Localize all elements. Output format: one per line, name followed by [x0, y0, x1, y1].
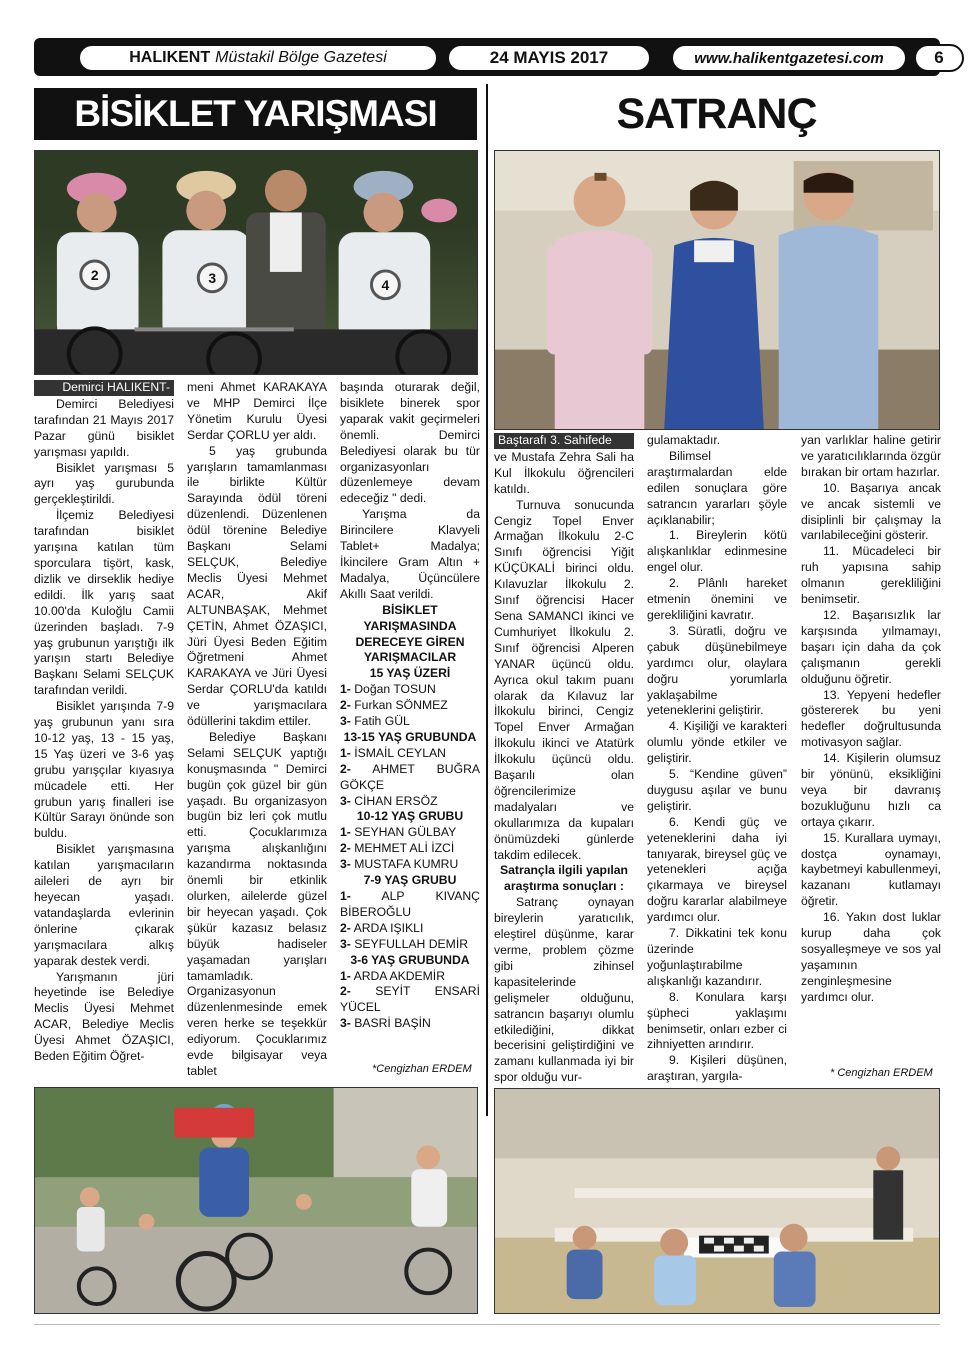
bike-article-column-3 — [340, 380, 480, 1032]
result-entry — [340, 984, 480, 1016]
bib-number-2: 2 — [90, 266, 99, 283]
results-group-heading: 10-12 YAŞ GRUBU — [356, 809, 464, 824]
result-name: SEYİT ENSARİ YÜCEL — [340, 984, 480, 1015]
result-rank: 2- — [340, 698, 351, 713]
chess-article-column-1 — [494, 433, 634, 1086]
bike-article-column-1 — [34, 380, 174, 1065]
result-rank: 3- — [340, 857, 351, 872]
paragraph: 16. Yakın dost luklar kurup daha çok sosyalleşmeye ve sos yal yaşamının zenginleşmesine yardımcı olur. — [801, 910, 941, 1004]
paragraph: meni Ahmet KARAKAYA ve MHP Demirci İlçe Yönetim Kurulu Üyesi Serdar ÇORLU yer aldı. — [187, 380, 327, 442]
result-rank: 2- — [340, 761, 351, 776]
result-name: MEHMET ALİ İZCİ — [354, 841, 455, 856]
paragraph: başında oturarak değil, bisiklete binerek spor yaparak vakit geçirmeleri önemli. Demirci Belediyesi olarak bu tür organizasyonları düzenlemeye devam edeceğiz " dedi. — [340, 380, 480, 506]
result-rank: 2- — [340, 984, 351, 999]
result-rank: 1- — [340, 825, 351, 840]
chess-winners-photo — [494, 150, 940, 430]
research-subheading: Satrançla ilgili yapılan araştırma sonuçları : — [499, 863, 629, 894]
chess-article-signature: * Cengizhan ERDEM — [830, 1067, 933, 1079]
paragraph: 2. Plânlı hareket etmenin önemini ve gerekliliğini kavratır. — [647, 576, 787, 622]
result-name: AHMET BUĞRA GÖKÇE — [340, 761, 480, 792]
paragraph: 14. Kişilerin olumsuz bir yönünü, eksikliğini veya bir davranış bozukluğunu hızlı ca ortaya çıkarır. — [801, 751, 941, 829]
result-rank: 1- — [340, 968, 351, 983]
result-name: Fatih GÜL — [354, 714, 410, 729]
results-group-heading: 3-6 YAŞ GRUBUNDA — [350, 952, 470, 967]
website-link[interactable]: www.halikentgazetesi.com — [671, 44, 907, 72]
paragraph: gulamaktadır. — [647, 433, 721, 447]
result-name: SEYFULLAH DEMİR — [354, 936, 469, 951]
masthead-title — [78, 44, 438, 72]
result-entry — [340, 698, 480, 714]
chess-board — [699, 1236, 769, 1254]
brand-name: HALIKENT — [129, 49, 211, 66]
paragraph: 15. Kurallara uymayı, dostça oynamayı, kaybetmeyi kabullenmeyi, kazananı kutlamayı öğretir. — [801, 830, 941, 909]
chess-headline: SATRANÇ — [616, 90, 817, 138]
page-bottom-rule — [34, 1324, 940, 1325]
paragraph: Satranç oynayan bireylerin yaratıcılık, eleştirel düşünme, karar verme, problem çözme gibi zihinsel kapasitelerinde gelişmeler olduğunu, satrancın başarıyı olumlu etkilediğini, dikkat becerisini geliştirdiğini ve zamanı kullanmada iyi bir spor olduğu vur- — [494, 895, 634, 1085]
result-name: Doğan TOSUN — [354, 682, 436, 697]
results-heading: BİSİKLET YARIŞMASINDA DERECEYE GİREN YARIŞMACILAR — [355, 602, 465, 665]
result-rank: 1- — [340, 889, 351, 903]
paragraph: 10. Başarıya ancak ve ancak sistemli ve disiplinli bir çalışmay la varılabileceğini gösterir. — [801, 480, 941, 543]
result-rank: 3- — [340, 793, 351, 808]
paragraph: yan varlıklar haline getirir ve yaratıcılıklarında özgür bırakan bir ortam hazırlar. — [801, 433, 941, 479]
column-divider — [486, 84, 488, 1116]
result-rank: 1- — [340, 745, 351, 760]
brand-subtitle: Müstakil Bölge Gazetesi — [215, 49, 387, 66]
result-name: ARDA AKDEMİR — [353, 968, 445, 983]
paragraph: Bisiklet yarışında 7-9 yaş grubunun yanı sıra 10-12 yaş, 13 - 15 yaş, 15 Yaş üzeri ve 3-6 yaş grubu yarışçılar kıyasıya mücadele etti. Her grubun yarış finalleri ise Kültür Sarayı önünde son buldu. — [34, 699, 174, 841]
paragraph: Yarışma da Birincilere Klavyeli Tablet+ Madalya; İkincilere Gram Altın + Madalya, Üçüncülere Akıllı Saat verildi. — [340, 507, 480, 601]
page-number: 6 — [914, 44, 964, 72]
dateline: Demirci HALIKENT- — [34, 380, 174, 396]
paragraph: 5. “Kendine güven” duygusu aşılar ve bunu geliştirir. — [647, 767, 787, 813]
paragraph: Bisiklet yarışmasına katılan yarışmacıların aileleri de ayrı bir heyecan yaşadı. vatandaşlarda evlerinin önlerine çıkarak yarışmacılara alkış yaparak destek verdi. — [34, 842, 174, 968]
result-name: BASRİ BAŞİN — [354, 1016, 431, 1031]
child-cyclists-photo — [34, 1087, 478, 1314]
bike-race-photo — [34, 150, 478, 375]
result-entry — [340, 889, 480, 921]
paragraph: 9. Kişileri düşünen, araştıran, yargıla- — [647, 1053, 787, 1084]
chess-article-column-3 — [801, 433, 941, 1006]
result-rank: 2- — [340, 920, 351, 935]
bib-number-4: 4 — [381, 276, 390, 293]
bike-race-headline: BİSİKLET YARIŞMASI — [34, 88, 477, 140]
continued-from-tag: Baştarafı 3. Sahifede — [494, 433, 634, 449]
result-name: İSMAİL CEYLAN — [354, 745, 446, 760]
paragraph: 3. Süratli, doğru ve çabuk düşünebilmeye yardımcı olur, olaylara doğru yorumlarla yaklaşabilme yeteneklerini geliştirir. — [647, 623, 787, 718]
paragraph: Bilimsel araştırmalardan elde edilen sonuçlara göre satrancın yararları şöyle açıklanabilir; — [647, 448, 787, 527]
paragraph: 13. Yepyeni hedefler göstererek bu yeni hedefler doğrultusunda motivasyon sağlar. — [801, 687, 941, 750]
paragraph: 1. Bireylerin kötü alışkanlıklar edinmesine engel olur. — [647, 528, 787, 575]
result-entry — [340, 969, 480, 985]
result-entry — [340, 921, 480, 937]
result-name: Furkan SÖNMEZ — [354, 698, 448, 713]
results-group-heading: 7-9 YAŞ GRUBU — [363, 873, 457, 888]
result-entry — [340, 794, 480, 810]
bike-article-column-2 — [187, 380, 327, 1080]
results-list — [340, 666, 480, 1032]
result-entry — [340, 682, 480, 698]
paragraph: 4. Kişiliği ve karakteri olumlu yönde etkiler ve geliştirir. — [647, 719, 787, 766]
paragraph: 5 yaş grubunda yarışların tamamlanması ile birlikte Kültür Sarayında ödül töreni düzenlendi. Düzenlenen ödül törenine Belediye Başkanı Selami SELÇUK, Belediye Meclis Üyesi Mehmet ACAR, Akif ALTUNBAŞAK, Mehmet ÇETİN, Ahmet ÖZAŞICI, Jüri Üyesi Beden Eğitim Öğretmeni Ahmet KARAKAYA ve Jüri Üyesi Serdar ÇORLU'da katıldı ve yarışmacılara ödüllerini takdim ettiler. — [187, 443, 327, 729]
result-entry — [340, 714, 480, 730]
bike-article-signature: *Cengizhan ERDEM — [372, 1063, 472, 1075]
paragraph: İlçemiz Belediyesi tarafından bisiklet yarışına katılan tüm sporculara tişört, kask, dizlik ve dirseklik hediye edildi. İlk yarış saat 10.00'da Kuloğlu Camii üzerinden başladı. 7-9 yaş grubunun yarıştığı ilk yarışın startı Belediye Başkanı Selami SELÇUK tarafından verildi. — [34, 508, 174, 698]
result-name: MUSTAFA KUMRU — [354, 857, 459, 872]
paragraph: Demirci Belediyesi tarafından 21 Mayıs 2017 Pazar günü bisiklet yarışması yapıldı. — [34, 396, 174, 459]
result-rank: 3- — [340, 714, 351, 729]
masthead-bar — [34, 38, 944, 76]
result-rank: 2- — [340, 841, 351, 856]
paragraph: Turnuva sonucunda Cengiz Topel Enver Armağan İlkokulu 2-C Sınıfı öğrencisi Yiğit KÜÇÜKALİ birinci oldu. Kılavuzlar İlkokulu 2. Sınıf öğrencisi Hacer Sena SAMANCI ikinci ve Cumhuriyet İlkokulu 2. Sınıf öğrencisi Alperen YANAR üçüncü oldu. Ayrıca okul takım puanı olarak da Kılavuz lar İlkokulu birinci, Cengiz Topel Enver Armağan İlkokulu ikinci ve Atatürk İlkokulu üçüncü oldu. Başarılı olan öğrencilerimize madalyaları ve okullarımıza da kupaları önümüzdeki günlerde takdim edilecek. — [494, 497, 634, 862]
result-rank: 1- — [340, 682, 351, 697]
result-entry — [340, 841, 480, 857]
paragraph: 6. Kendi güç ve yeteneklerini daha iyi tanıyarak, bireysel güç ve yetenekleri açığa çıkarmaya ve bireysel doğru kararlar alabilmeye yardımcı olur. — [647, 814, 787, 925]
results-group-heading: 15 YAŞ ÜZERİ — [369, 666, 451, 681]
result-entry — [340, 937, 480, 953]
result-entry — [340, 1016, 480, 1032]
results-group-heading: 13-15 YAŞ GRUBUNDA — [343, 729, 477, 744]
paragraph: 11. Mücadeleci bir ruh yapısına sahip olmanın gerekliliğini benimsetir. — [801, 544, 941, 607]
result-entry — [340, 825, 480, 841]
paragraph: ve Mustafa Zehra Sali ha Kul İlkokulu öğrencileri katıldı. — [494, 449, 634, 496]
paragraph: 12. Başarısızlık lar karşısında yılmamayı, başarı için daha da çok çalışmanın gerekli olduğunu öğretir. — [801, 607, 941, 686]
result-name: ALP KIVANÇ BİBEROĞLU — [340, 889, 480, 919]
result-entry — [340, 857, 480, 873]
paragraph: Yarışmanın jüri heyetinde ise Belediye Meclis Üyesi Mehmet ACAR, Belediye Meclis Üyesi Ahmet ÖZAŞICI, Beden Eğitim Öğret- — [34, 969, 174, 1064]
paragraph: 8. Konulara karşı şüpheci yaklaşımı benimsetir, onları ezber ci zihniyetten arındırır. — [647, 989, 787, 1052]
chess-hall-photo — [494, 1088, 940, 1314]
paragraph: Bisiklet yarışması 5 ayrı yaş gurubunda gerçekleştirildi. — [34, 460, 174, 507]
issue-date: 24 MAYIS 2017 — [447, 44, 651, 72]
result-name: CİHAN ERSÖZ — [354, 793, 438, 808]
result-rank: 3- — [340, 1016, 351, 1031]
result-name: SEYHAN GÜLBAY — [354, 825, 457, 840]
paragraph: 7. Dikkatini tek konu üzerinde yoğunlaştırabilme alışkanlığı kazandırır. — [647, 926, 787, 988]
result-name: ARDA IŞIKLI — [353, 920, 424, 935]
bib-number-3: 3 — [208, 269, 217, 286]
result-entry — [340, 762, 480, 794]
paragraph: Belediye Başkanı Selami SELÇUK yaptığı konuşmasında " Demirci bugün çok güzel bir gün yaşadı. Bu organizasyon bugün biz leri çok mutlu etti. Çocuklarımıza yarışma alışkanlığını kazandırma noktasında önemli bir etkinlik olurken, ailelerde güzel bir heyecan yaşadı. Çok şükür kazasız belasız büyük hadiseler yaşamadan yarışları tamamladık. Organizasyonun düzenlenmesinde emek veren herke se teşekkür ediyorum. Çocuklarımız evde bilgisayar veya tablet — [187, 729, 327, 1078]
chess-article-column-2 — [647, 433, 787, 1085]
result-entry — [340, 746, 480, 762]
result-rank: 3- — [340, 936, 351, 951]
